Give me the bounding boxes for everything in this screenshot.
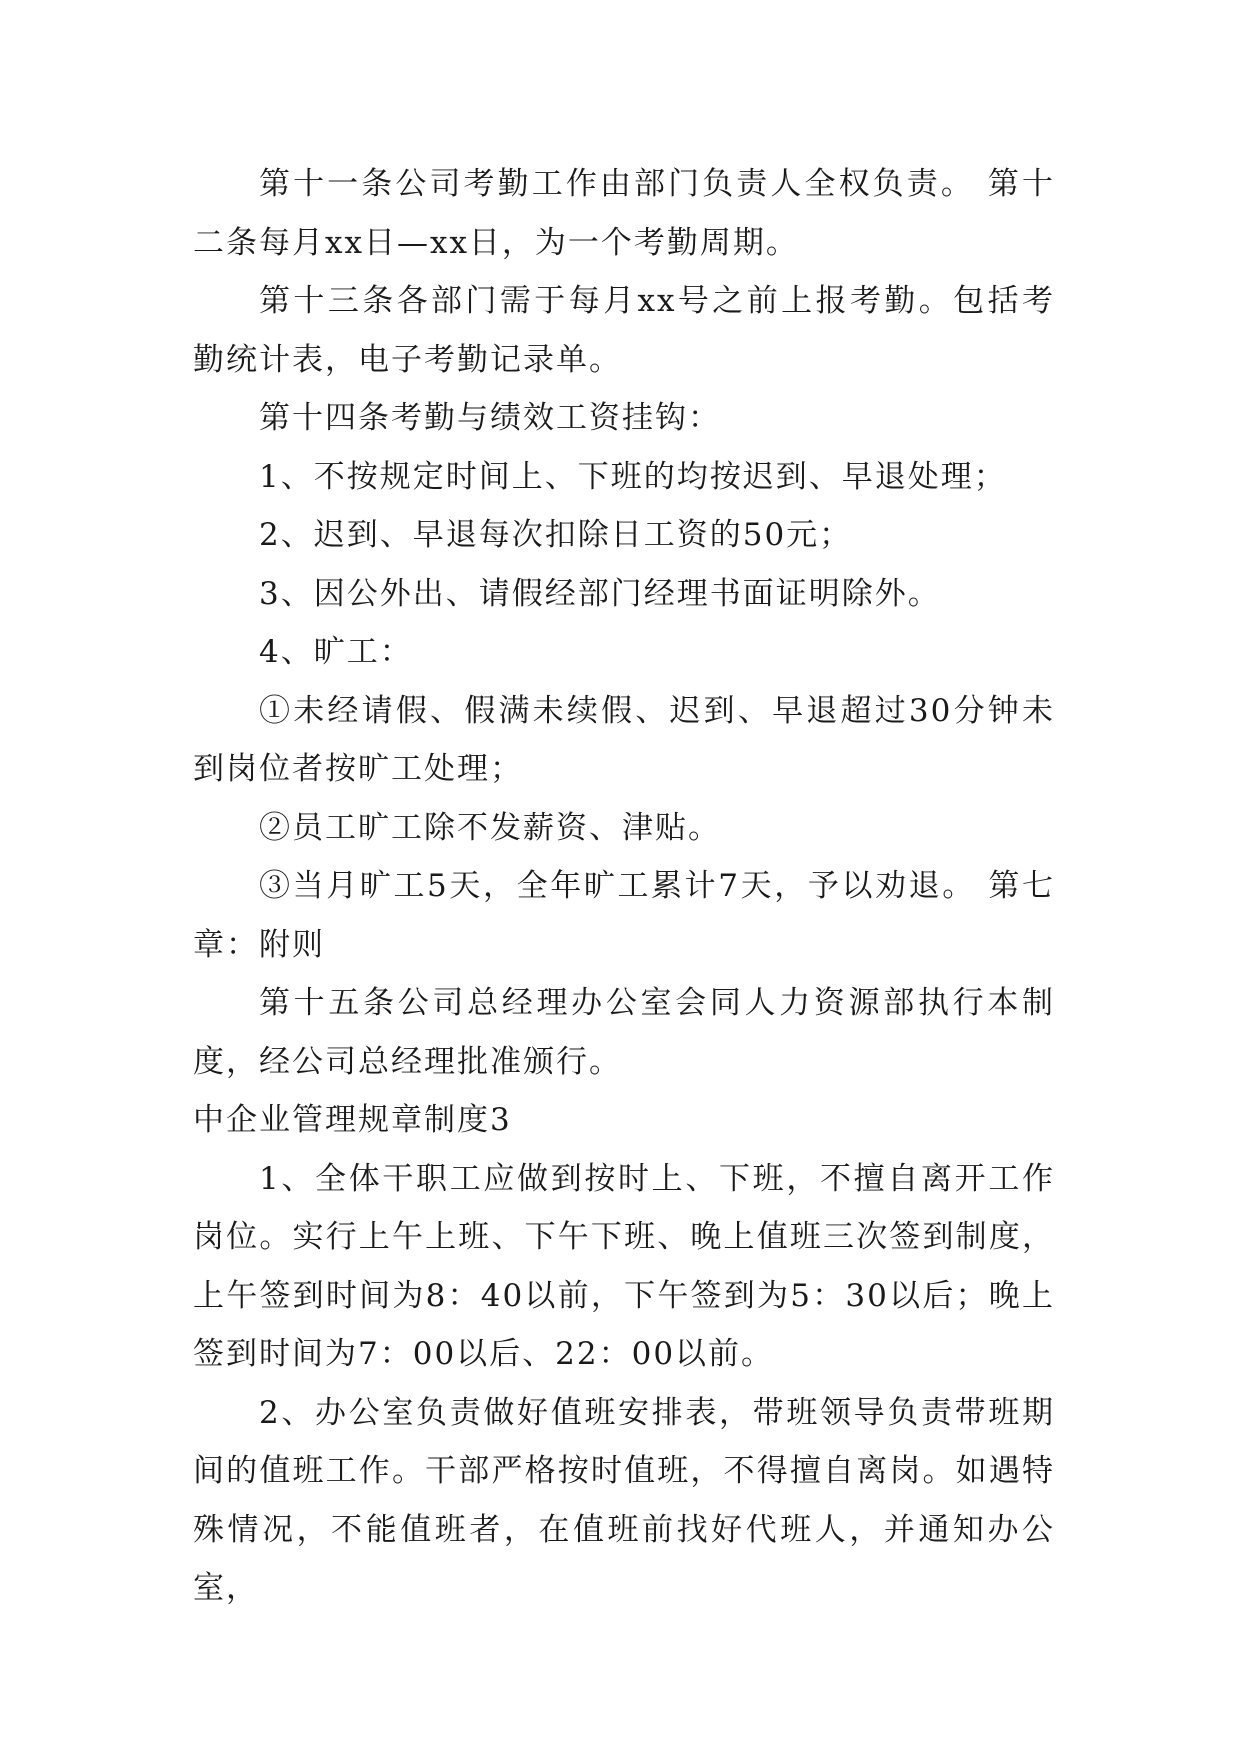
list-item-2: 2、迟到、早退每次扣除日工资的50元； xyxy=(259,517,853,553)
sub-item-3: ③当月旷工5天，全年旷工累计7天，予以劝退。 第七章：附则 xyxy=(193,868,1055,963)
list-item-4: 4、旷工： xyxy=(259,634,413,670)
sub-item-2: ②员工旷工除不发薪资、津贴。 xyxy=(259,809,721,846)
article-13-paragraph: 第十三条各部门需于每月xx号之前上报考勤。包括考勤统计表，电子考勤记录单。 xyxy=(193,283,1055,378)
list-item-3: 3、因公外出、请假经部门经理书面证明除外。 xyxy=(259,575,941,612)
rule-1-paragraph: 1、全体干职工应做到按时上、下班，不擅自离开工作岗位。实行上午上班、下午下班、晚上值班三次签到制度，上午签到时间为8：40以前，下午签到为5：30以后；晚上签到时间为7：00以后、22：00以前。 xyxy=(193,1160,1055,1372)
rule-2-paragraph: 2、办公室负责做好值班安排表，带班领导负责带班期间的值班工作。干部严格按时值班，不得擅自离岗。如遇特殊情况，不能值班者，在值班前找好代班人，并通知办公室， xyxy=(193,1394,1055,1606)
sub-item-1: ①未经请假、假满未续假、迟到、早退超过30分钟未到岗位者按旷工处理； xyxy=(193,692,1055,787)
article-15-paragraph: 第十五条公司总经理办公室会同人力资源部执行本制度，经公司总经理批准颁行。 xyxy=(193,985,1055,1080)
document-body xyxy=(193,155,1055,1618)
article-11-12-paragraph: 第十一条公司考勤工作由部门负责人全权负责。 第十二条每月xx日—xx日，为一个考勤周期。 xyxy=(193,166,1055,261)
article-14-paragraph: 第十四条考勤与绩效工资挂钩： xyxy=(259,400,721,436)
list-item-1: 1、不按规定时间上、下班的均按迟到、早退处理； xyxy=(259,458,1007,495)
section-heading: 中企业管理规章制度3 xyxy=(193,1102,512,1138)
